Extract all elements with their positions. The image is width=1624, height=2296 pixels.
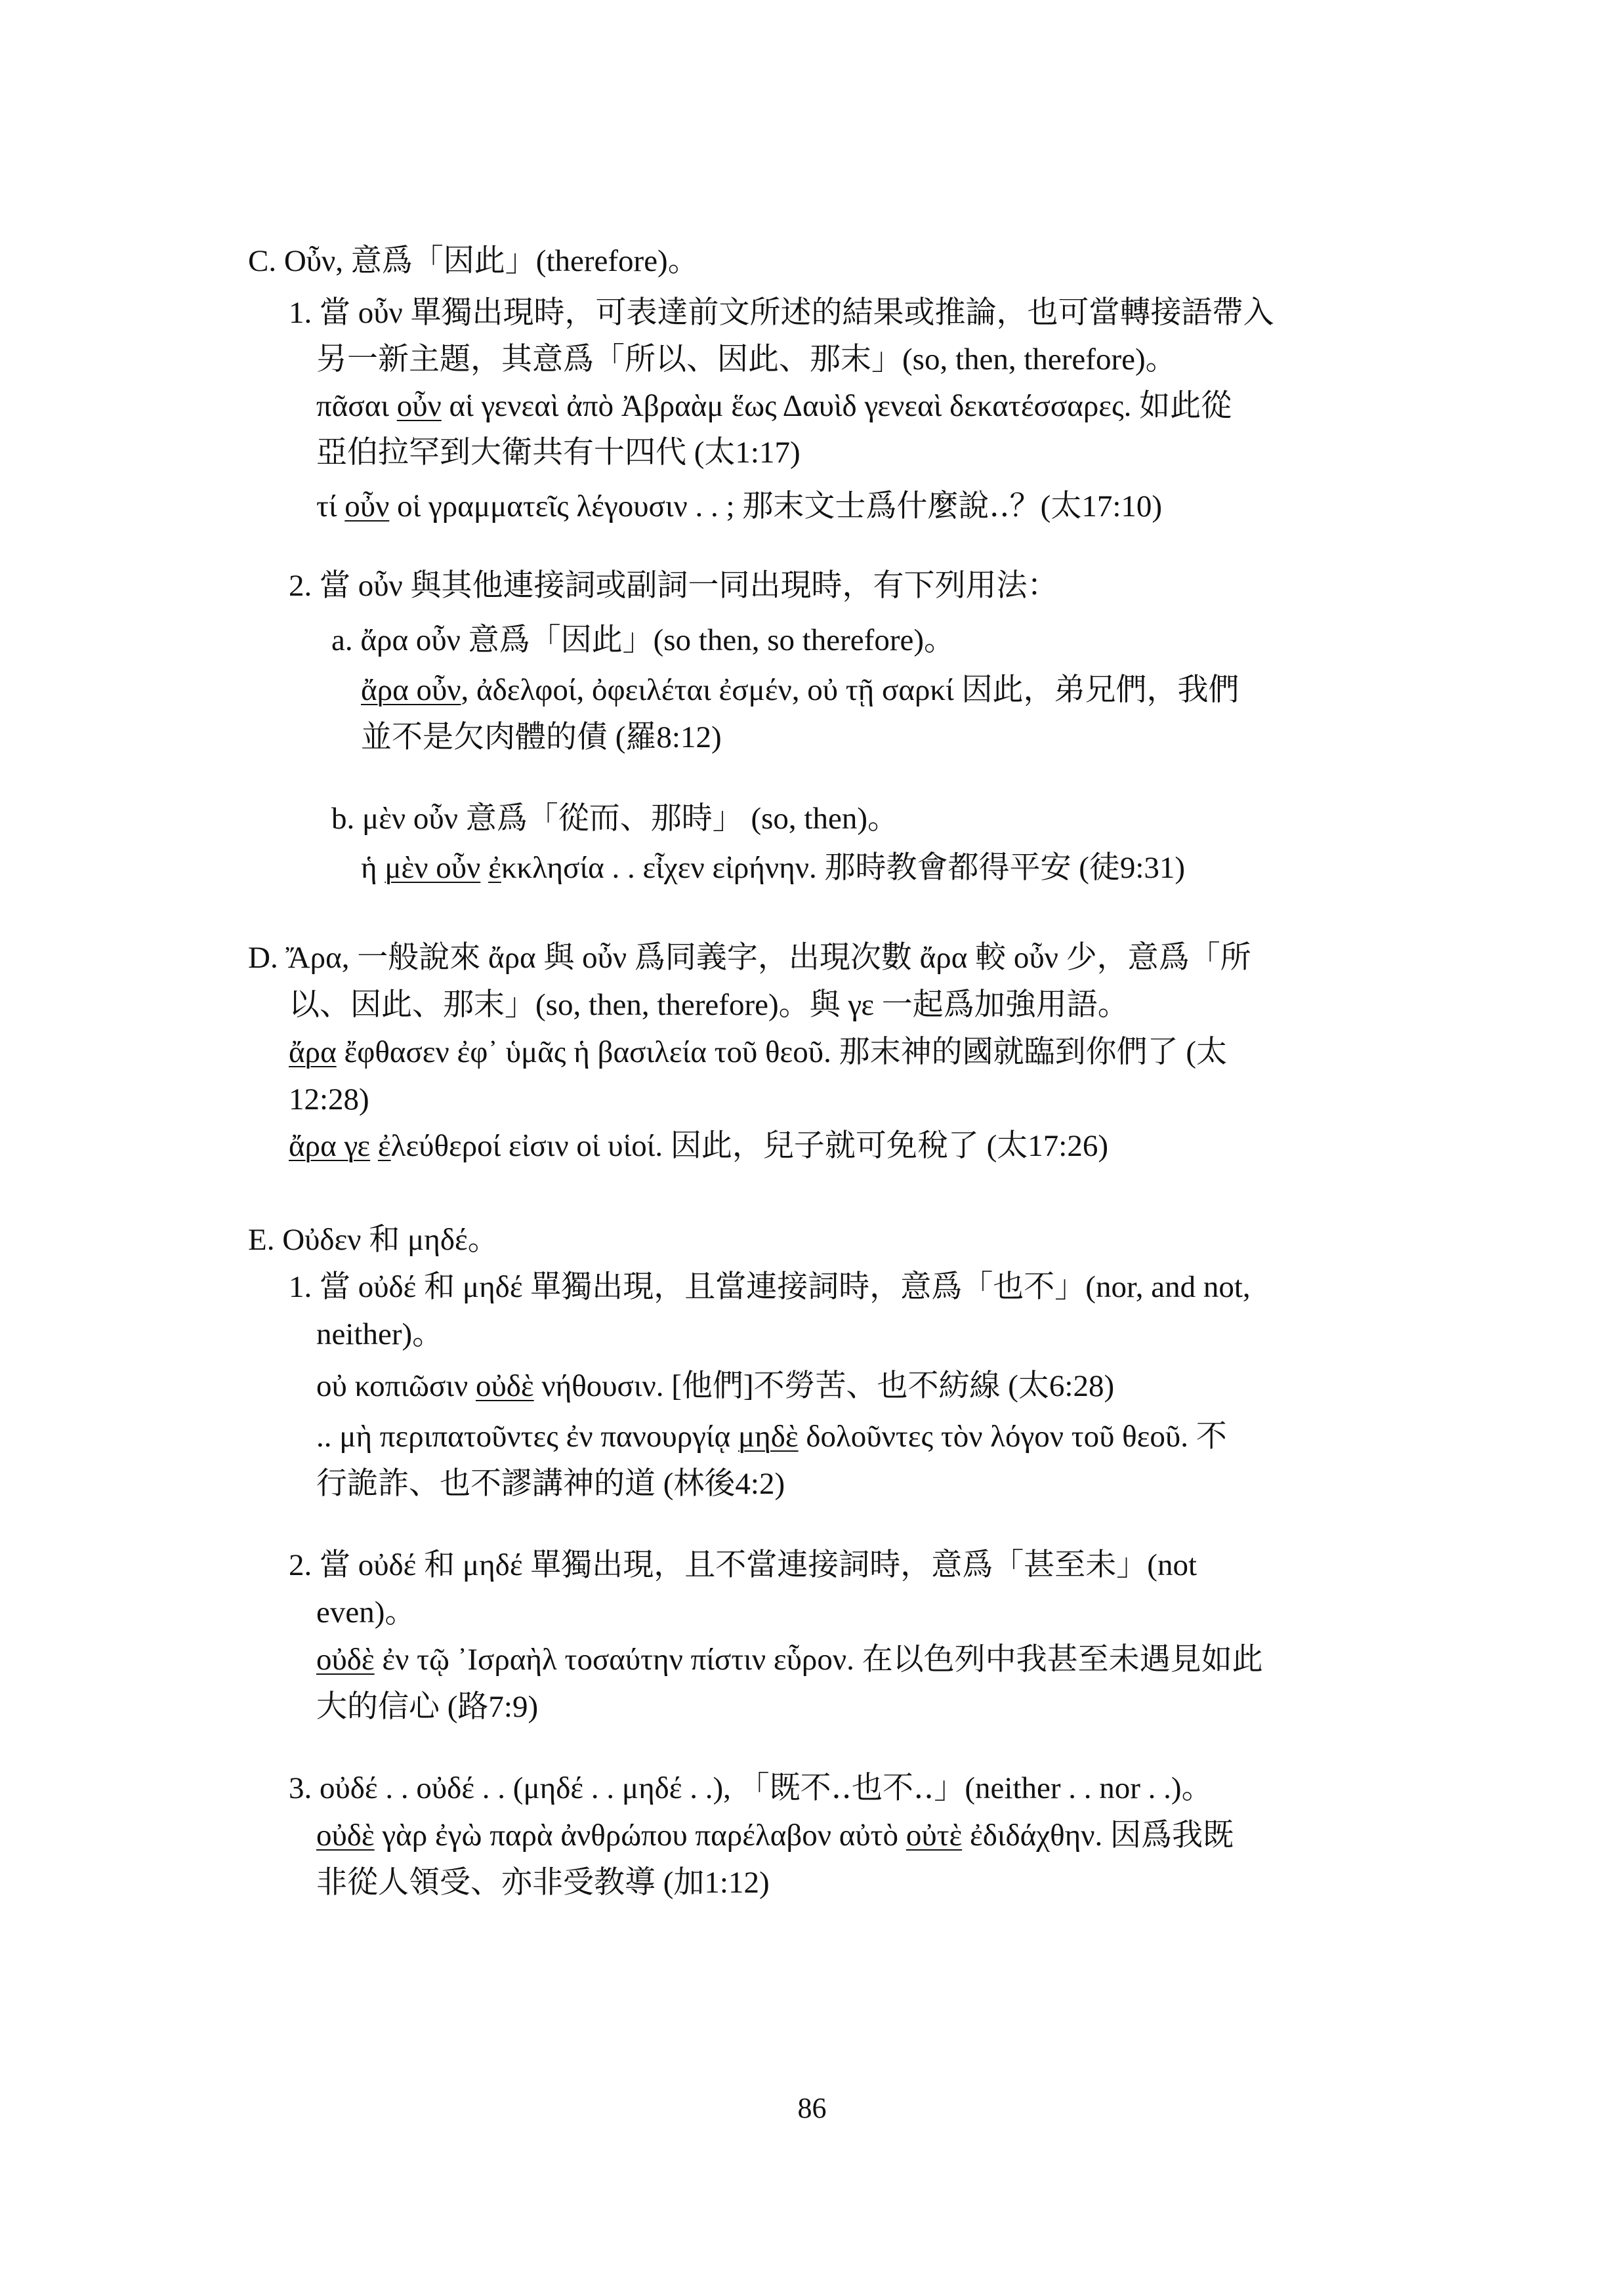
underlined-word: ἄρα γε — [289, 1129, 371, 1163]
c1-intro-line2: 另一新主題，其意爲「所以、因此、那末」(so, then, therefore)。 — [316, 342, 1176, 377]
e3-example-line2: 非從人領受、亦非受教導 (加1:12) — [316, 1866, 770, 1900]
underlined-word: ἄρα οὖν — [361, 673, 461, 707]
greek-text: τί — [316, 489, 345, 523]
c1-intro-line1: 1. 當 οὖν 單獨出現時，可表達前文所述的結果或推論，也可當轉接語帶入 — [289, 296, 1274, 330]
d-example1-line2: 12:28) — [289, 1082, 369, 1117]
greek-text: .. μὴ περιπατοῦντες ἐν πανουργίᾳ — [316, 1420, 738, 1454]
c1-example2 — [316, 487, 1162, 526]
underlined-word: μηδὲ — [738, 1420, 799, 1454]
e3-example-line1 — [316, 1816, 1234, 1855]
underlined-word: οὐδὲ — [316, 1818, 375, 1853]
greek-translation-text: κκλησία . . εἶχεν εἰρήνην. 那時教會都得平安 (徒9:31) — [501, 851, 1186, 885]
greek-translation-text: ἐδιδάχθην. 因爲我既 — [962, 1818, 1234, 1853]
greek-text: ἡ — [361, 851, 385, 885]
e1-example2-line1 — [316, 1417, 1227, 1456]
space — [370, 1129, 378, 1163]
underlined-letter: ἐ — [377, 1129, 391, 1163]
c2b-title: b. μὲν οὖν 意爲「從而、那時」 (so, then)。 — [331, 802, 898, 836]
page-number: 86 — [797, 2092, 827, 2124]
greek-translation-text: ἐν τῷ ᾽Ισραὴλ τοσαύτην πίστιν εὗρον. 在以色列中我甚至未遇見如此 — [374, 1643, 1263, 1677]
e3-intro: 3. οὐδέ . . οὐδέ . . (μηδέ . . μηδέ . .), 「既不‥也不‥」(neither . . nor . .)。 — [289, 1771, 1213, 1805]
greek-translation-text: δολοῦντες τὸν λόγον τοῦ θεοῦ. 不 — [798, 1420, 1227, 1454]
greek-text: οὐ κοπιῶσιν — [316, 1369, 476, 1403]
greek-translation-text: , ἀδελφοί, ὀφειλέται ἐσμέν, οὐ τῇ σαρκί 因此，弟兄們，我們 — [461, 673, 1239, 707]
space — [480, 851, 488, 885]
c1-example1-line1 — [316, 386, 1232, 426]
e1-intro-line1: 1. 當 οὐδέ 和 μηδέ 單獨出現，且當連接詞時，意爲「也不」(nor, and not, — [289, 1270, 1251, 1304]
greek-translation-text: λεύθεροί εἰσιν οἱ υἱοί. 因此，兒子就可免稅了 (太17:26) — [390, 1129, 1108, 1163]
underlined-word: οὖν — [396, 389, 442, 423]
greek-translation-text: οἱ γραμματεῖς λέγουσιν . . ; 那末文士爲什麼說‥？(太17:10) — [389, 489, 1163, 523]
e2-intro-line2: even)。 — [316, 1595, 416, 1630]
section-d-heading-line2: 以、因此、那末」(so, then, therefore)。與 γε 一起爲加強用語。 — [289, 988, 1129, 1022]
underlined-word: οὐδὲ — [475, 1369, 534, 1403]
greek-translation-text: αἱ γενεαὶ ἀπὸ Ἀβραὰμ ἕως Δαυὶδ γενεαὶ δεκατέσσαρες. 如此從 — [441, 389, 1232, 423]
c2b-example — [361, 848, 1185, 888]
c2a-example-line2: 並不是欠肉體的債 (羅8:12) — [361, 720, 722, 754]
e2-example-line1 — [316, 1640, 1263, 1679]
greek-translation-text: νήθουσιν. [他們]不勞苦、也不紡線 (太6:28) — [533, 1369, 1115, 1403]
underlined-word: οὐτὲ — [906, 1818, 963, 1853]
underlined-word: οὖν — [344, 489, 390, 523]
c1-example1-line2: 亞伯拉罕到大衛共有十四代 (太1:17) — [316, 436, 801, 470]
d-example1-line1 — [289, 1033, 1227, 1072]
e1-example2-line2: 行詭詐、也不謬講神的道 (林後4:2) — [316, 1467, 785, 1501]
e2-example-line2: 大的信心 (路7:9) — [316, 1690, 539, 1724]
c2a-title: a. ἄρα οὖν 意爲「因此」(so then, so therefore)。 — [331, 623, 955, 657]
greek-translation-text: ἔφθασεν ἐφ᾽ ὑμᾶς ἡ βασιλεία τοῦ θεοῦ. 那末神的國就臨到你們了 (太 — [336, 1035, 1227, 1069]
greek-text: πᾶσαι — [316, 389, 397, 423]
c2-intro: 2. 當 οὖν 與其他連接詞或副詞一同出現時，有下列用法： — [289, 569, 1058, 603]
underlined-word: οὐδὲ — [316, 1643, 375, 1677]
e2-intro-line1: 2. 當 οὐδέ 和 μηδέ 單獨出現，且不當連接詞時，意爲「甚至未」(not — [289, 1548, 1197, 1582]
e1-example1 — [316, 1366, 1114, 1406]
underlined-letter: ἐ — [488, 851, 501, 885]
section-e-heading: E. Οὐδεν 和 μηδέ。 — [248, 1223, 499, 1257]
c2a-example-line1 — [361, 670, 1239, 710]
underlined-word: μὲν οὖν — [385, 851, 481, 885]
greek-text: γὰρ ἐγὼ παρὰ ἀνθρώπου παρέλαβον αὐτὸ — [374, 1818, 906, 1853]
section-c-heading: C. Οὖν, 意爲「因此」(therefore)。 — [248, 244, 699, 278]
underlined-word: ἄρα — [289, 1035, 337, 1069]
e1-intro-line2: neither)。 — [316, 1317, 444, 1351]
d-example2 — [289, 1126, 1108, 1166]
section-d-heading-line1: D. Ἄρα, 一般說來 ἄρα 與 οὖν 爲同義字，出現次數 ἄρα 較 οὖν 少，意爲「所 — [248, 941, 1251, 975]
